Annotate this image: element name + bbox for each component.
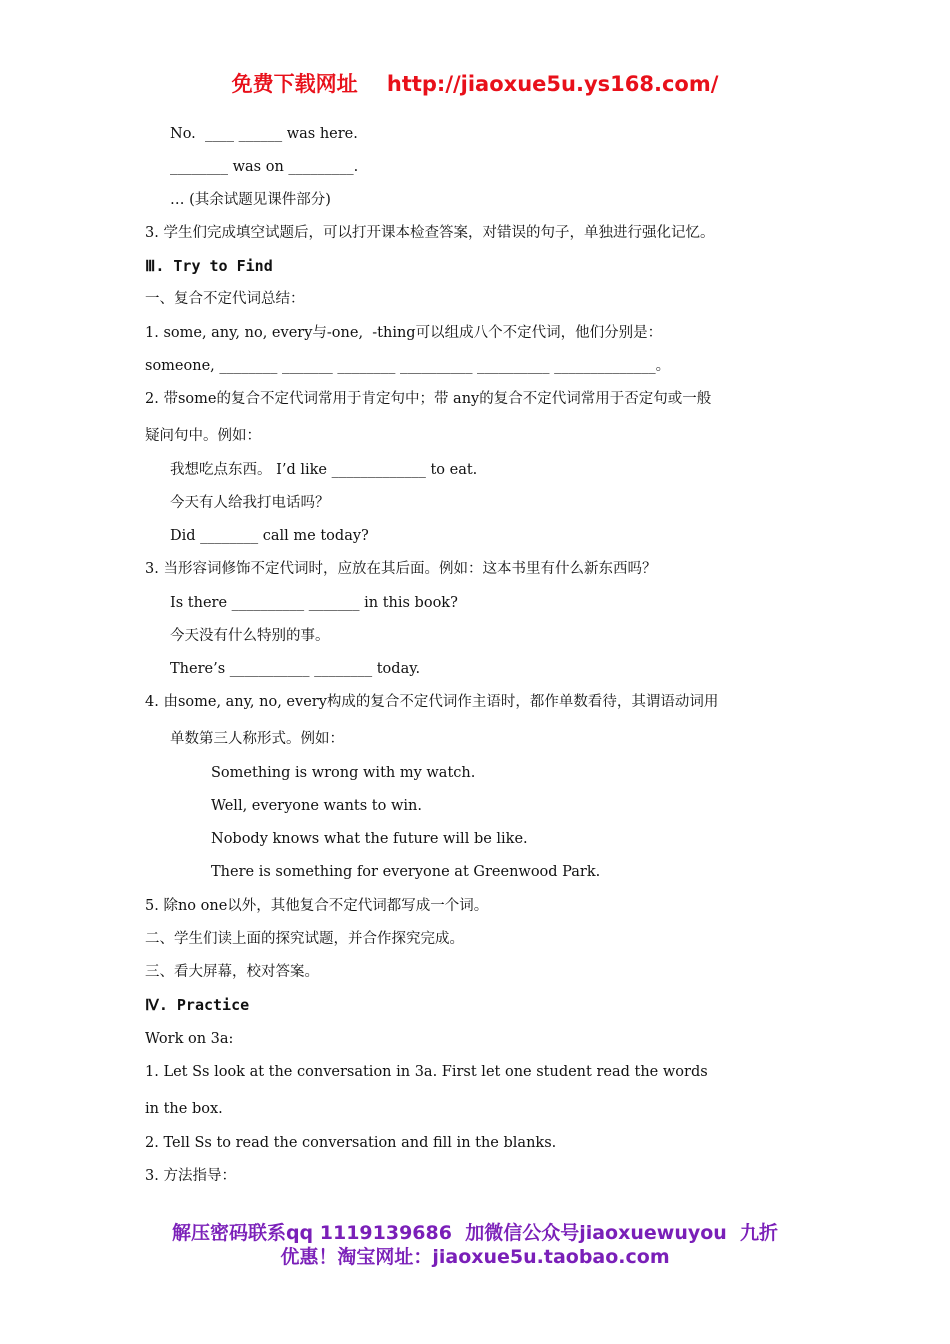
text-line: 3. 方法指导： <box>145 1168 236 1184</box>
text-line: 2. Tell Ss to read the conversation and fill in the blanks. <box>145 1135 557 1151</box>
text-line: someone, ________ _______ ________ __________ __________ ______________。 <box>145 358 671 374</box>
text-line: There’s ___________ ________ today. <box>170 661 421 677</box>
text-line: 疑问句中。例如： <box>145 428 261 444</box>
footer-line-1: 解压密码联系qq 1119139686 加微信公众号jiaoxuewuyou 九折 <box>171 1222 779 1244</box>
footer-line-2: 优惠！淘宝网址：jiaoxue5u.taobao.com <box>280 1246 670 1268</box>
example-sentence: There is something for everyone at Greenwood Park. <box>211 864 601 880</box>
text-line: … (其余试题见课件部分) <box>170 192 331 208</box>
text-line: 我想吃点东西。 I’d like _____________ to eat. <box>170 462 478 478</box>
text-line: 一、复合不定代词总结： <box>145 291 305 307</box>
text-line: 4. 由some, any, no, every构成的复合不定代词作主语时，都作单数看待，其谓语动词用 <box>145 694 719 710</box>
text-line: in the box. <box>145 1101 223 1117</box>
text-line: 2. 带some的复合不定代词常用于肯定句中；带 any的复合不定代词常用于否定句或一般 <box>145 391 712 407</box>
example-sentence: Nobody knows what the future will be like. <box>211 831 528 847</box>
text-line: Is there __________ _______ in this book? <box>170 595 458 611</box>
text-line: Did ________ call me today? <box>170 528 369 544</box>
text-line: 二、学生们读上面的探究试题，并合作探究完成。 <box>145 931 464 947</box>
text-line: 今天没有什么特别的事。 <box>170 628 330 644</box>
example-sentence: Something is wrong with my watch. <box>211 765 476 781</box>
text-line: ________ was on _________. <box>170 159 359 175</box>
example-sentence: Well, everyone wants to win. <box>211 798 422 814</box>
text-line: No. ____ ______ was here. <box>170 126 358 142</box>
text-line: 1. some, any, no, every与-one, -thing可以组成八个不定代词，他们分别是： <box>145 325 663 341</box>
text-line: 今天有人给我打电话吗？ <box>170 495 330 511</box>
text-line: 3. 当形容词修饰不定代词时，应放在其后面。例如：这本书里有什么新东西吗？ <box>145 561 657 577</box>
text-line: 3. 学生们完成填空试题后，可以打开课本检查答案，对错误的句子，单独进行强化记忆。 <box>145 225 715 241</box>
text-line: Work on 3a: <box>145 1031 234 1047</box>
section-heading-3: Ⅲ. Try to Find <box>145 257 273 275</box>
text-line: 三、看大屏幕，校对答案。 <box>145 964 319 980</box>
text-line: 单数第三人称形式。例如： <box>170 731 344 747</box>
header-banner: 免费下载网址 http://jiaoxue5u.ys168.com/ <box>231 72 719 96</box>
text-line: 1. Let Ss look at the conversation in 3a. First let one student read the words <box>145 1064 708 1080</box>
section-heading-4: Ⅳ. Practice <box>145 996 250 1014</box>
text-line: 5. 除no one以外，其他复合不定代词都写成一个词。 <box>145 898 489 914</box>
